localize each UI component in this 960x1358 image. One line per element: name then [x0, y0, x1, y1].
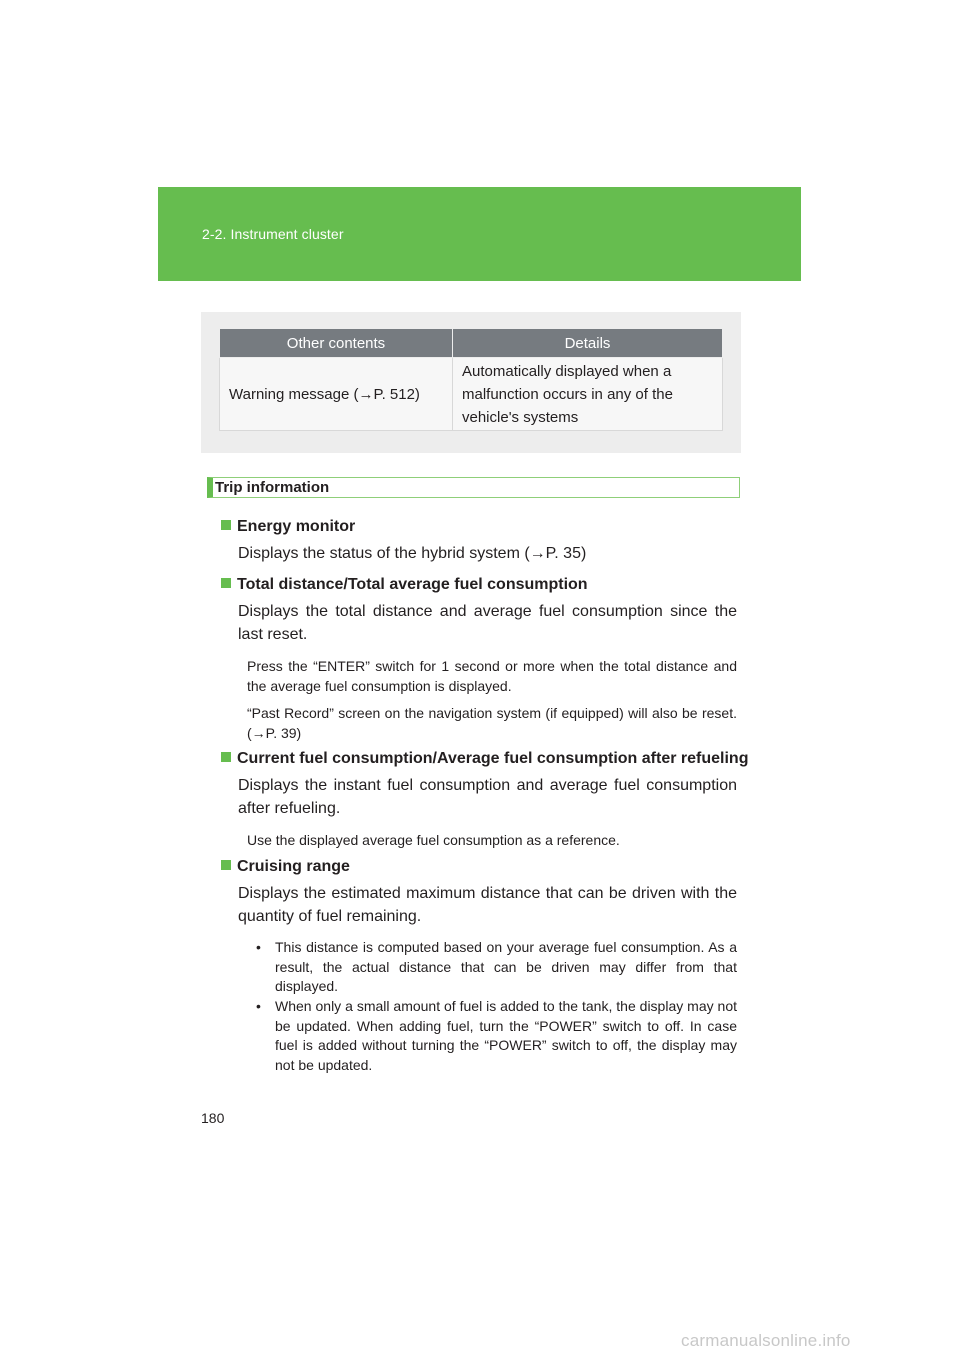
item-heading-text: Cruising range [237, 858, 350, 875]
note-reference: Use the displayed average fuel consumption as a reference. [247, 832, 620, 848]
dot-note-text: This distance is computed based on your average fuel consumption. As a result, the actual distance that can be driven may differ from that displayed. [275, 939, 737, 994]
square-bullet-icon [221, 752, 231, 762]
section-breadcrumb: 2-2. Instrument cluster [202, 226, 344, 242]
square-bullet-icon [221, 860, 231, 870]
other-contents-table [219, 328, 723, 431]
item-heading-cruising-range [221, 858, 350, 876]
watermark-text: carmanualsonline.info [681, 1331, 851, 1350]
note-past-record: “Past Record” screen on the navigation system (if equipped) will also be reset. (→P. 39) [247, 705, 737, 741]
item-heading-text: Total distance/Total average fuel consumption [237, 576, 588, 593]
item-body-current-fuel-consumption: Displays the instant fuel consumption and average fuel consumption after refueling. [238, 777, 737, 817]
dot-bullet-icon: • [256, 998, 261, 1014]
item-body-cruising-range: Displays the estimated maximum distance that can be driven with the quantity of fuel remaining. [238, 885, 737, 925]
header-band [158, 187, 801, 281]
item-heading-text: Current fuel consumption/Average fuel consumption after refueling [237, 750, 749, 767]
table-header-row [220, 329, 723, 358]
column-header-details: Details [453, 329, 723, 358]
table-cell-content: Warning message (→P. 512) [220, 358, 453, 431]
item-heading-current-fuel-consumption [221, 750, 748, 768]
item-body-total-distance: Displays the total distance and average fuel consumption since the last reset. [238, 603, 737, 643]
note-enter-switch: Press the “ENTER” switch for 1 second or more when the total distance and the average fuel consumption is displayed. [247, 658, 737, 694]
section-title-bar [207, 477, 740, 498]
dot-note-small-amount [256, 997, 737, 1075]
dot-note-text: When only a small amount of fuel is added to the tank, the display may not be updated. When adding fuel, turn the “POWER” switch to off. In case fuel is added without turning the “POWER” switch to off, the display may not be updated. [275, 998, 737, 1073]
table-row [220, 358, 723, 431]
column-header-other-contents: Other contents [220, 329, 453, 358]
table-cell-details: Automatically displayed when a malfunction occurs in any of the vehicle's systems [453, 358, 723, 431]
square-bullet-icon [221, 520, 231, 530]
item-heading-text: Energy monitor [237, 518, 356, 535]
page-number: 180 [201, 1110, 225, 1126]
item-heading-total-distance [221, 576, 588, 594]
item-heading-energy-monitor [221, 518, 355, 536]
dot-bullet-icon: • [256, 939, 261, 955]
item-body-energy-monitor: Displays the status of the hybrid system (→P. 35) [238, 545, 587, 562]
other-contents-panel [201, 312, 741, 453]
section-title: Trip information [215, 479, 330, 496]
dot-note-computed-distance [256, 938, 737, 997]
square-bullet-icon [221, 578, 231, 588]
